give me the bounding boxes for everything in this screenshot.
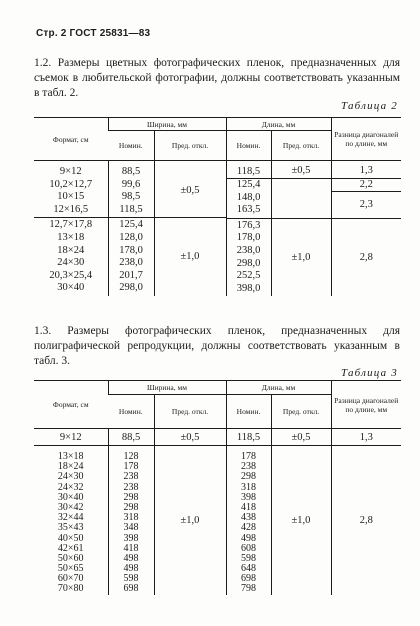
table-3-width-9x12: 88,5 xyxy=(108,429,154,446)
table-2-length: 398,0 xyxy=(236,282,261,294)
table-2-width: 99,6 xyxy=(121,178,141,190)
table-2-format: 9×12 xyxy=(59,166,82,178)
table-3-width-deviation: ±1,0 xyxy=(154,446,226,595)
table-3-length: 398 xyxy=(241,491,256,503)
table-2-width: 88,5 xyxy=(121,166,141,178)
table-3-width: 238 xyxy=(123,481,139,493)
table-3-length: 598 xyxy=(241,552,256,564)
table-3-width: 348 xyxy=(123,522,139,534)
table-2-diagonal: 2,8 xyxy=(359,252,373,264)
table-3-header-width: Ширина, мм xyxy=(108,381,226,395)
table-2-width: 238,0 xyxy=(119,257,143,269)
table-2-format: 13×18 xyxy=(57,231,85,243)
table-2-diagonal-column xyxy=(331,161,401,296)
table-2-format-column xyxy=(34,161,108,296)
table-3-length: 438 xyxy=(241,512,256,524)
table-3-width: 598 xyxy=(123,573,139,585)
table-3-format: 30×42 xyxy=(57,501,84,513)
table-2-header-length-deviation: Пред. откл. xyxy=(271,131,331,161)
table-3-diagonal: 2,8 xyxy=(331,446,401,595)
table-3-width: 398 xyxy=(123,532,139,544)
table-3-length-column xyxy=(226,446,271,595)
table-2-format: 12×16,5 xyxy=(53,203,89,215)
table-3-format: 50×60 xyxy=(57,552,84,564)
table-3-length-deviation: ±1,0 xyxy=(271,446,331,595)
table-3-length: 238 xyxy=(241,461,256,473)
table-2-length: 118,5 xyxy=(227,166,271,180)
table-3-length: 698 xyxy=(241,573,256,585)
table-3-width: 298 xyxy=(123,491,139,503)
table-3-format: 70×80 xyxy=(57,583,84,595)
paragraph-1-3: 1.3. Размеры фотографических пленок, предназначенных для полиграфической репродукции, должны соответствовать указанным в табл. 3. xyxy=(34,325,400,367)
table-3-format: 30×40 xyxy=(57,491,84,503)
table-2-width-deviation-column xyxy=(154,161,226,296)
table-3 xyxy=(34,380,401,595)
table-3-format-9x12: 9×12 xyxy=(59,431,82,443)
table-2-format: 12,7×17,8 xyxy=(49,219,93,231)
table-2-width-deviation: ±0,5 xyxy=(180,184,200,196)
table-2-format: 18×24 xyxy=(57,244,85,256)
table-2-length-deviation-column xyxy=(271,161,331,296)
table-3-header-width-nominal: Номин. xyxy=(108,395,154,429)
table-3-length: 178 xyxy=(241,451,256,462)
table-3-width: 498 xyxy=(123,563,139,575)
table-3-length: 418 xyxy=(241,501,256,513)
table-3-length: 298 xyxy=(241,471,256,483)
table-2-caption: Таблица 2 xyxy=(341,100,398,112)
table-2-width: 298,0 xyxy=(119,282,143,294)
table-2-format: 10×15 xyxy=(57,191,85,203)
table-3-header-diagonal: Разница диагоналей по длине, мм xyxy=(331,381,401,429)
table-3-width-column xyxy=(108,446,154,595)
paragraph-1-2: 1.2. Размеры цветных фотографических пленок, предназначенных для съемок в любительской фотографии, должны соответствовать указанным в табл. 2. xyxy=(34,57,400,99)
table-2-width-deviation: ±1,0 xyxy=(180,251,200,263)
table-3-length: 498 xyxy=(241,532,256,544)
table-2-header-format: Формат, см xyxy=(34,118,108,161)
table-3-format: 13×18 xyxy=(57,451,84,462)
table-3-format: 35×43 xyxy=(57,522,84,534)
table-2-width: 178,0 xyxy=(119,244,143,256)
table-2-header-length: Длина, мм xyxy=(226,118,331,131)
table-2-format: 20,3×25,4 xyxy=(49,269,93,281)
table-2-length: 252,5 xyxy=(236,270,261,282)
table-2-header-width-deviation: Пред. откл. xyxy=(154,131,226,161)
table-2-width: 201,7 xyxy=(119,269,143,281)
table-2-length: 148,0 xyxy=(236,191,261,203)
table-3-width: 698 xyxy=(123,583,139,595)
table-2-format: 24×30 xyxy=(57,257,85,269)
table-2 xyxy=(34,117,401,296)
table-3-header-width-deviation: Пред. откл. xyxy=(154,395,226,429)
table-3-format: 42×61 xyxy=(57,542,84,554)
table-3-format: 24×30 xyxy=(57,471,84,483)
table-3-length-9x12: 118,5 xyxy=(226,429,271,446)
table-3-width-deviation-9x12: ±0,5 xyxy=(154,429,226,446)
table-2-length: 178,0 xyxy=(236,232,261,244)
table-3-diagonal-9x12: 1,3 xyxy=(331,429,401,446)
table-2-width: 128,0 xyxy=(119,231,143,243)
table-2-length-deviation: ±1,0 xyxy=(291,251,311,263)
table-3-format-column xyxy=(34,446,108,595)
page-header: Стр. 2 ГОСТ 25831—83 xyxy=(36,28,151,39)
table-3-width: 418 xyxy=(123,542,139,554)
table-2-width: 98,5 xyxy=(121,191,141,203)
table-2-header-diagonal: Разница диагоналей по длине, мм xyxy=(331,118,401,161)
table-3-length: 318 xyxy=(241,481,256,493)
table-2-length: 176,3 xyxy=(236,219,261,231)
table-3-length-deviation-9x12: ±0,5 xyxy=(271,429,331,446)
table-2-header-width-nominal: Номин. xyxy=(108,131,154,161)
table-2-length: 238,0 xyxy=(236,245,261,257)
table-2-length-deviation-blank xyxy=(272,179,331,217)
table-3-width: 238 xyxy=(123,471,139,483)
table-3-length: 428 xyxy=(241,522,256,534)
table-2-length: 163,5 xyxy=(236,204,261,216)
table-3-width: 298 xyxy=(123,501,139,513)
table-3-format: 40×50 xyxy=(57,532,84,544)
table-2-diagonal: 1,3 xyxy=(332,165,402,179)
table-3-width: 178 xyxy=(123,461,139,473)
table-2-width-column xyxy=(108,161,154,296)
table-3-format: 60×70 xyxy=(57,573,84,585)
table-3-length: 798 xyxy=(241,583,256,595)
table-2-length: 125,4 xyxy=(236,179,261,191)
table-2-width: 118,5 xyxy=(119,203,143,215)
table-3-format: 32×44 xyxy=(57,512,84,524)
table-2-format: 10,2×12,7 xyxy=(49,178,93,190)
table-3-length: 648 xyxy=(241,563,256,575)
table-3-width: 498 xyxy=(123,552,139,564)
table-3-width: 128 xyxy=(123,451,139,462)
table-2-length: 298,0 xyxy=(236,257,261,269)
table-2-diagonal: 2,2 xyxy=(332,179,402,193)
table-3-header-format: Формат, см xyxy=(34,381,108,429)
table-3-format: 18×24 xyxy=(57,461,84,473)
table-2-header-length-nominal: Номин. xyxy=(226,131,271,161)
table-3-width: 318 xyxy=(123,512,139,524)
table-3-length: 608 xyxy=(241,542,256,554)
table-2-diagonal: 2,3 xyxy=(359,199,373,211)
table-3-format: 24×32 xyxy=(57,481,84,493)
table-3-format: 50×65 xyxy=(57,563,84,575)
table-2-width: 125,4 xyxy=(119,219,143,231)
table-2-header-width: Ширина, мм xyxy=(108,118,226,131)
table-3-caption: Таблица 3 xyxy=(341,367,398,379)
table-3-header-length-deviation: Пред. откл. xyxy=(271,395,331,429)
table-2-format: 30×40 xyxy=(57,282,85,294)
table-2-length-deviation: ±0,5 xyxy=(272,165,331,179)
table-2-length-column xyxy=(226,161,271,296)
table-3-header-length-nominal: Номин. xyxy=(226,395,271,429)
table-3-header-length: Длина, мм xyxy=(226,381,331,395)
